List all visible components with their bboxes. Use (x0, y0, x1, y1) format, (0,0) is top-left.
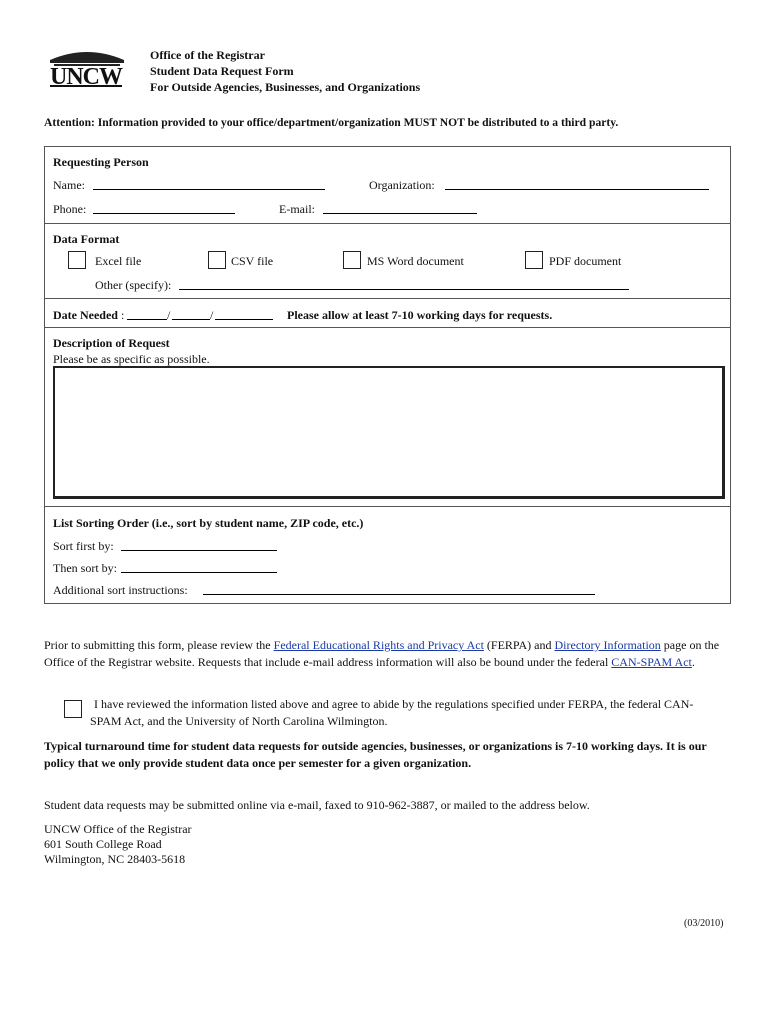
divider (45, 223, 730, 224)
description-subheading: Please be as specific as possible. (53, 352, 210, 366)
additional-sort-label: Additional sort instructions: (53, 583, 188, 597)
date-needed-label: Date Needed (53, 308, 118, 322)
review-text: Prior to submitting this form, please review the (44, 638, 274, 652)
date-month-field[interactable] (127, 307, 167, 320)
submission-instructions: Student data requests may be submitted online via e-mail, faxed to 910-962-3887, or mailed to the address below. (44, 798, 590, 812)
sorting-section (44, 506, 731, 604)
excel-label: Excel file (95, 254, 142, 268)
email-field[interactable] (323, 201, 477, 214)
divider (45, 298, 730, 299)
agreement-checkbox[interactable] (64, 700, 82, 718)
address-line1: UNCW Office of the Registrar (44, 822, 192, 836)
address-line3: Wilmington, NC 28403-5618 (44, 852, 186, 866)
organization-label: Organization: (369, 178, 435, 192)
ferpa-link[interactable]: Federal Educational Rights and Privacy Act (273, 638, 484, 652)
turnaround-notice: Typical turnaround time for student data requests for outside agencies, businesses, or organizations is 7-10 working days. It is our policy that we only provide student data once per semester for a given organization. (44, 739, 707, 770)
directory-information-link[interactable]: Directory Information (554, 638, 661, 652)
review-paragraph (44, 637, 732, 671)
request-info-section (44, 146, 731, 328)
other-label: Other (specify): (95, 278, 172, 292)
other-field[interactable] (179, 277, 629, 290)
sort-first-label: Sort first by: (53, 539, 114, 553)
csv-checkbox[interactable] (208, 251, 226, 269)
pdf-label: PDF document (549, 254, 622, 268)
form-title: Student Data Request Form (150, 64, 294, 78)
date-needed-colon: : (121, 308, 125, 322)
date-day-field[interactable] (172, 307, 210, 320)
requesting-person-heading: Requesting Person (53, 155, 149, 169)
name-label: Name: (53, 178, 85, 192)
uncw-logo-text: UNCW (50, 64, 122, 90)
organization-field[interactable] (445, 177, 709, 190)
ms-word-label: MS Word document (367, 254, 464, 268)
pdf-checkbox[interactable] (525, 251, 543, 269)
agreement-text-line1: I have reviewed the information listed above and agree to abide by the regulations specified under FERPA, the federal CAN- (94, 697, 694, 711)
uncw-logo (46, 46, 128, 92)
date-slash: / (210, 308, 214, 322)
review-text: (FERPA) and (483, 638, 555, 652)
email-label: E-mail: (279, 202, 315, 216)
ms-word-checkbox[interactable] (343, 251, 361, 269)
csv-label: CSV file (231, 254, 274, 268)
description-heading: Description of Request (53, 336, 170, 350)
agreement-text-line2: SPAM Act, and the University of North Carolina Wilmington. (90, 714, 388, 728)
date-year-field[interactable] (215, 307, 273, 320)
name-field[interactable] (93, 177, 325, 190)
address-line2: 601 South College Road (44, 837, 162, 851)
description-textarea[interactable] (53, 366, 725, 499)
then-sort-field[interactable] (121, 560, 277, 573)
review-text: page on the Office of the Registrar website. Requests that include e-mail address information will also be bound under the federal (44, 638, 720, 669)
can-spam-link[interactable]: CAN-SPAM Act (611, 655, 692, 669)
attention-notice: Attention: Information provided to your office/department/organization MUST NOT be distributed to a third party. (44, 116, 619, 129)
form-subtitle: For Outside Agencies, Businesses, and Organizations (150, 80, 421, 94)
date-needed-note: Please allow at least 7-10 working days for requests. (287, 308, 553, 322)
sort-first-field[interactable] (121, 538, 277, 551)
review-text: . (691, 655, 695, 669)
form-version: (03/2010) (684, 918, 724, 929)
then-sort-label: Then sort by: (53, 561, 117, 575)
phone-field[interactable] (93, 201, 235, 214)
additional-sort-field[interactable] (203, 582, 595, 595)
office-title: Office of the Registrar (150, 48, 265, 62)
description-section (44, 327, 731, 507)
date-slash: / (167, 308, 171, 322)
sorting-heading: List Sorting Order (i.e., sort by student name, ZIP code, etc.) (53, 516, 364, 530)
excel-checkbox[interactable] (68, 251, 86, 269)
data-format-heading: Data Format (53, 232, 120, 246)
phone-label: Phone: (53, 202, 87, 216)
